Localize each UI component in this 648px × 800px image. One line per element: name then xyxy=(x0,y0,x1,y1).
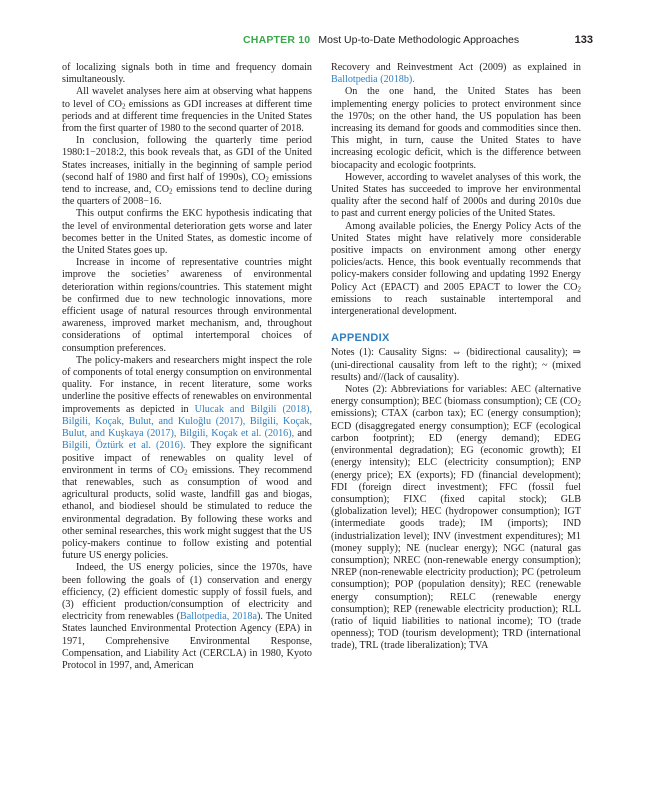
paragraph: Recovery and Reinvestment Act (2009) as explained in Ballotpedia (2018b). xyxy=(331,62,581,86)
appendix-heading: APPENDIX xyxy=(331,332,390,345)
citation-link[interactable]: Ballotpedia (2018b). xyxy=(331,74,415,86)
page-number: 133 xyxy=(574,34,593,46)
notes-abbreviations: Notes (2): Abbreviations for variables: AEC (alternative energy consumption); BEC (biomass consumption); CE ($CO_2$ emissions); CTAX (carbon tax); EC (energy consumption); ECD (disaggregated energy consumption); ECF (ecological carbon footprint); ED (energy demand); EDEG (environmental degradation); EG (economic growth); EI (energy intensity); ELC (electricity consumption); ENP (energy price); EX (exports); FD (financial development); FDI (foreign direct investment); FFC (fossil fuel consumption); FIXC (fixed capital stock); GLB (globalization level); HEC (hydropower consumption); IGT (intermediate goods trade); IM (imports); IND (industrialization level); INV (investment expenditures); M1 (money supply); NE (nuclear energy); NGC (natural gas consumption); NREC (non-renewable energy consumption); NREP (non-renewable electricity production); PC (petroleum consumption); POP (population density); REC (renewable energy consumption); RELC (renewable energy consumption); REP (renewable electricity production); RLL (ratio of liquid liabilities to national income); TO (trade openness); TOD (tourism development); TRD (international trade), TRL (trade liberalization); TVA xyxy=(331,384,581,652)
paragraph: The policy-makers and researchers might inspect the role of components of total energy consumption on environmental quality. For instance, in recent literature, some works underline the positive effects of renewables on environmental improvements as depicted in Ulucak and Bilgili (2018), Bilgili, Koçak, Bulut, and Kuloğlu (2017), Bilgili, Koçak, Bulut, and Kuşkaya (2017), Bilgili, Koçak et al. (2016), and Bilgili, Öztürk et al. (2016). They explore the significant positive impact of renewables on quality level of environment in terms of $CO_2$ emissions. They recommend that renewables, such as consumption of wood and agricultural products, solid waste, landfill gas and biogas, ethanol, and biodiesel should be stimulated to reduce the environmental degradation. By following these works and other seminal researches, this work might suggest that the US policy-makers continue to follow existing and potential future US energy policies. xyxy=(62,354,313,562)
notes-causality: Notes (1): Causality Signs: ⇔ (bidirectional causality); ⇒ (uni-directional causality from left to the right); ~ (mixed results) and//(lack of causality). xyxy=(331,347,581,383)
paragraph: This output confirms the EKC hypothesis indicating that the level of environmental deterioration gets worse and later becomes better in the United States, as domestic income of the United States goes up. xyxy=(62,208,312,257)
paragraph: Indeed, the US energy policies, since the 1970s, have been following the goals of (1) conservation and energy efficiency, (2) efficient domestic supply of fossil fuels, and (3) efficient production/consumption of electricity and electricity from renewables (Ballotpedia, 2018a). The United States launched Environmental Protection Agency (EPA) in 1971, Comprehensive Environmental Response, Compensation, and Liability Act (CERCLA) in 1980, Kyoto Protocol in 1997, and, American xyxy=(62,562,312,671)
running-header xyxy=(243,34,593,50)
chapter-title: Most Up-to-Date Methodologic Approaches xyxy=(318,34,520,46)
paragraph: All wavelet analyses here aim at observing what happens to level of $CO_2$ emissions as GDI increases at different time periods and at different time frequencies in the United States from the first quarter of 1980 to the second quarter of 2018. xyxy=(62,86,312,135)
right-column xyxy=(331,62,581,653)
chapter-label: CHAPTER 10 xyxy=(243,34,311,46)
paragraph: In conclusion, following the quarterly time period 1980:1−2018:2, this book reveals that, as GDI of the United States increases, initially in the beginning of sample period (second half of 1980 and first half of 1990s), $CO_2$ emissions tend to increase, and, $CO_2$ emissions tend to decline during the quarters of 2008−16. xyxy=(62,135,312,208)
paragraph: of localizing signals both in time and frequency domain simultaneously. xyxy=(62,62,312,86)
left-column xyxy=(62,62,312,672)
citation-link[interactable]: Bilgili, Öztürk et al. (2016). xyxy=(62,440,186,452)
citation-link[interactable]: Ballotpedia, 2018a xyxy=(180,611,257,623)
paragraph: Increase in income of representative countries might improve the societies’ awareness of environmental deterioration within regions/countries. This statement might be confirmed due to new technologic innovations, more efficient usage of natural resources through environmental awareness, improved market mechanism, and, throughout considerations of optimal intertemporal choices of consumption preferences. xyxy=(62,257,312,354)
citation-link[interactable]: Ulucak and Bilgili (2018), Bilgili, Koçak, Bulut, and Kuloğlu (2017), Bilgili, Koçak, Bulut, and Kuşkaya (2017), Bilgili, Koçak et al. (2016), xyxy=(62,403,312,440)
paragraph: However, according to wavelet analyses of this work, the United States has succeeded to improve her environmental quality after the second half of 2000s and during 2010s due to past and current energy policies of the United States. xyxy=(331,171,581,220)
paragraph: On the one hand, the United States has been implementing energy policies to protect environment since the 1970s; on the other hand, the US population has been increasing its demand for goods and commodities since then. This might, in turn, cause the United States to have increasing ecologic deficit, which is the difference between biocapacity and ecologic footprints. xyxy=(331,86,581,171)
paragraph: Among available policies, the Energy Policy Acts of the United States might have relatively more considerable positive impacts on environment among other energy policies/acts. Hence, this book eventually recommends that policy-makers consider following and updating 1992 Energy Policy Act (EPACT) and 2005 EPACT to lower the $CO_2$ emissions to reach sustainable intertemporal and intergenerational development. xyxy=(331,220,581,318)
